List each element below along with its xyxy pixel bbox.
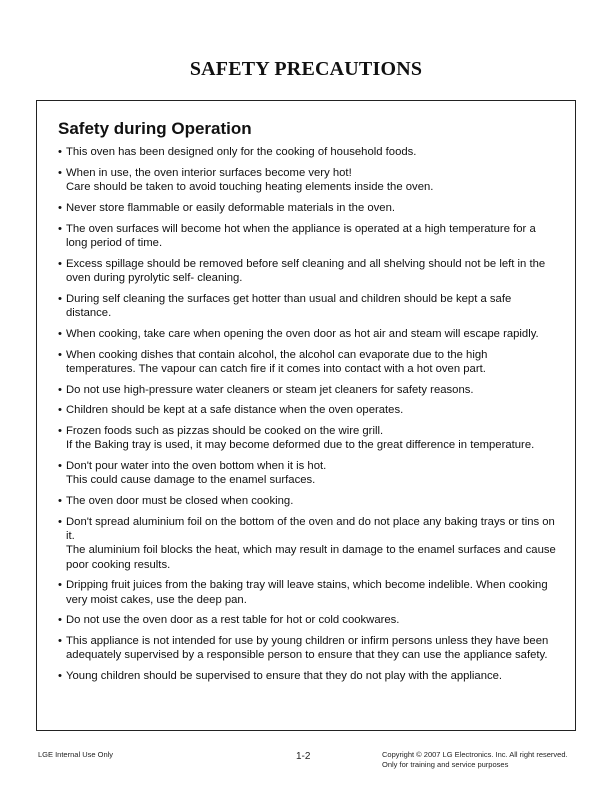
precaution-text: • When in use, the oven interior surfaces become very hot! (66, 166, 352, 179)
precaution-item (58, 257, 558, 285)
precaution-text: • This oven has been designed only for the cooking of household foods. (66, 146, 417, 158)
precaution-text: • Excess spillage should be removed before self cleaning and all shelving should not be left in the oven during pyrolytic self- cleaning. (66, 257, 546, 284)
precaution-text: • Don't pour water into the oven bottom when it is hot. (66, 460, 327, 473)
page-number: 1-2 (296, 751, 311, 762)
precaution-text: • Never store flammable or easily deformable materials in the oven. (66, 201, 396, 214)
precaution-text: • When cooking dishes that contain alcohol, the alcohol can evaporate due to the high temperatures. The vapour can catch fire if it comes into contact with a hot oven part. (66, 348, 488, 375)
precaution-item (58, 292, 558, 320)
page-title: SAFETY PRECAUTIONS (189, 58, 423, 80)
section-heading: Safety during Operation (58, 119, 252, 138)
precaution-item (58, 634, 558, 662)
precaution-item (58, 515, 558, 571)
precaution-text: Care should be taken to avoid touching heating elements inside the oven. (66, 180, 434, 193)
precaution-text: • The oven surfaces will become hot when the appliance is operated at a high temperature for a long period of time. (66, 222, 536, 249)
precaution-item (58, 222, 558, 250)
footer-notice: Only for training and service purposes (382, 760, 509, 769)
precaution-text: • This appliance is not intended for use by young children or infirm persons unless they have been adequately supervised by a responsible person to ensure that they can use the appliance safety. (66, 635, 549, 662)
precaution-item (58, 166, 558, 194)
precaution-text: • During self cleaning the surfaces get hotter than usual and children should be kept a safe distance. (66, 292, 512, 319)
precaution-text: • Dripping fruit juices from the baking tray will leave stains, which become indelible. When cooking very moist cakes, use the deep pan. (66, 579, 548, 606)
precaution-item (58, 348, 558, 376)
precaution-item (58, 403, 558, 417)
footer-copyright: Copyright © 2007 LG Electronics. Inc. All right reserved. (382, 750, 568, 759)
precaution-item (58, 494, 558, 508)
precaution-list (58, 145, 558, 690)
precaution-text: • Don't spread aluminium foil on the bottom of the oven and do not place any baking trays or tins on it. (66, 516, 555, 543)
precaution-item (58, 613, 558, 627)
precaution-text: • Frozen foods such as pizzas should be cooked on the wire grill. (66, 425, 384, 438)
footer-copyright-block (382, 750, 582, 770)
precaution-item (58, 459, 558, 487)
footer-internal-use: LGE Internal Use Only (38, 750, 114, 759)
precaution-text: The aluminium foil blocks the heat, which may result in damage to the enamel surfaces and cause poor cooking results. (66, 544, 556, 571)
precaution-item (58, 424, 558, 452)
precaution-text: • The oven door must be closed when cooking. (66, 495, 294, 508)
precaution-item (58, 201, 558, 215)
precaution-item (58, 145, 558, 159)
precaution-text: • Children should be kept at a safe distance when the oven operates. (66, 404, 404, 417)
precaution-item (58, 578, 558, 606)
precaution-text: If the Baking tray is used, it may become deformed due to the great difference in temperature. (66, 439, 535, 452)
precaution-text: This could cause damage to the enamel surfaces. (66, 474, 316, 487)
precaution-item (58, 383, 558, 397)
precaution-item (58, 327, 558, 341)
precaution-text: • Young children should be supervised to ensure that they do not play with the appliance. (66, 670, 503, 683)
precaution-text: • Do not use high-pressure water cleaners or steam jet cleaners for safety reasons. (66, 383, 474, 396)
precaution-text: • When cooking, take care when opening the oven door as hot air and steam will escape rapidly. (66, 327, 539, 340)
precaution-text: • Do not use the oven door as a rest table for hot or cold cookwares. (66, 614, 400, 627)
precaution-item (58, 669, 558, 683)
